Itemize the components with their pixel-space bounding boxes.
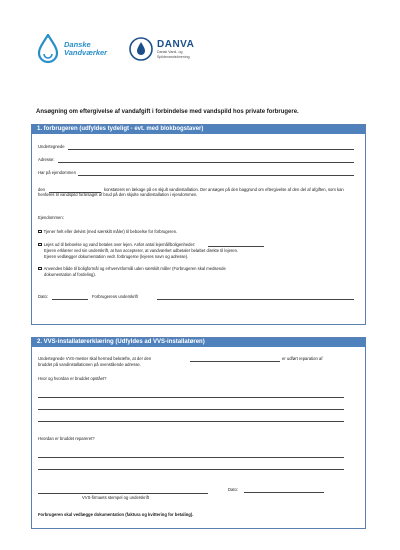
logo-text-line2: Vandværker (64, 48, 108, 57)
answer-line-3[interactable] (38, 421, 344, 422)
section-consumer (31, 124, 366, 325)
checkbox-beboelse[interactable] (38, 230, 42, 234)
label-dato-1: Dato: (38, 294, 49, 299)
danva-subtitle-2: Spildevandsforening (157, 54, 190, 59)
option-blandet-label: Anvendes både til boligformål og erhvervsformål uden særskilt måler (Forbrugeren skal medsende (43, 266, 226, 271)
label-forbrugerens-underskrift: Forbrugerens underskrift (92, 294, 138, 299)
footer-note: Forbrugeren skal vedlægge dokumentation (faktura og kvittering for betaling). (38, 512, 194, 517)
answer-line-4[interactable] (38, 457, 344, 458)
answer-line-1[interactable] (38, 397, 344, 398)
label-stempel: VVS-firmaets stempel og underskrift (82, 495, 150, 500)
field-undertegnede[interactable] (68, 149, 354, 150)
logo-text-line1: Danske (64, 39, 91, 49)
checkbox-udlejning[interactable] (38, 243, 42, 247)
text-udlejning-2: Ejeren erklærer ved sin underskrift, at han accepterer, at vandværket udbetaler beløbet direkte til lejeren. (44, 248, 239, 253)
section-installer (31, 337, 366, 529)
text-intro-a: Undertegnede VVS-mester skal hermed bekræfte, at der den (38, 356, 152, 361)
field-ejendommen[interactable] (78, 175, 354, 176)
danva-logo (128, 36, 194, 62)
option-udlejning-label: Lejes ud til beboelse og vand betales over lejen. Anfør antal lejemål/boligenheder: (43, 242, 196, 247)
danske-vandvaerker-logo (36, 34, 107, 64)
label-dato-2: Dato: (228, 487, 239, 492)
option-beboelse-label: Tjener helt eller delvist (med særskilt måler) til beboelse for forbrugeren. (43, 229, 178, 234)
option-udlejning[interactable] (38, 242, 195, 247)
text-konstateret: konstateret en lækage på en skjult vandinstallation. Der ansøges på den baggrund om eftergivelse af den del af afgiften, som kan henføres til vandspild forårsaget af brud på den skjulte vandinstallation i ejendommen. (38, 187, 344, 197)
checkbox-blandet[interactable] (38, 267, 42, 271)
section-2-header: 2. VVS-installatørerklæring (Udfyldes ad VVS-installatøren) (32, 338, 365, 347)
water-drop-icon (36, 34, 60, 64)
label-den: den (38, 187, 45, 192)
logo-bar (36, 34, 366, 70)
label-adresse: Adresse: (38, 157, 55, 162)
field-reparation-dato[interactable] (190, 361, 280, 362)
label-undertegnede: Undertegnede (38, 144, 65, 149)
field-forbrugerens-underskrift[interactable] (157, 299, 354, 300)
question-hvor-hvordan: Hvor og hvordan er bruddet opstået? (38, 376, 107, 381)
answer-line-2[interactable] (38, 409, 344, 410)
field-dato-1[interactable] (52, 299, 88, 300)
section-1-header: 1. forbrugeren (udfyldes tydeligt - evt. med blokbogstaver) (32, 125, 365, 134)
answer-line-5[interactable] (38, 469, 344, 470)
option-blandet[interactable] (38, 266, 226, 271)
option-beboelse[interactable] (38, 229, 177, 234)
document-title: Ansøgning om eftergivelse af vandafgift i forbindelse med vandspild hos private forbrugere. (36, 109, 299, 115)
field-dato-2[interactable] (244, 492, 324, 493)
label-har-paa-ejendommen: Har på ejendommen (38, 170, 76, 175)
field-antal-lejemaal[interactable] (208, 246, 264, 247)
text-intro-b: er udført reparation af (282, 356, 323, 361)
text-blandet-2: dokumentation af fordeling). (44, 272, 96, 277)
text-intro-c: bruddet på vandinstallationen på ovenstående adresse. (38, 362, 141, 367)
danva-drop-icon (128, 36, 154, 62)
question-reparation: Hvordan er bruddet repareret? (38, 436, 95, 441)
label-ejendommen: Ejendommen: (38, 215, 64, 220)
danva-name: DANVA (157, 39, 195, 51)
field-stempel-underskrift[interactable] (38, 493, 208, 494)
text-udlejning-3: Ejeren vedlægger dokumentation vedr. forbrugerne (lejeres navn og adresse). (44, 254, 189, 259)
danva-subtitle-1: Dansk Vand- og (157, 50, 183, 55)
field-adresse[interactable] (58, 162, 354, 163)
